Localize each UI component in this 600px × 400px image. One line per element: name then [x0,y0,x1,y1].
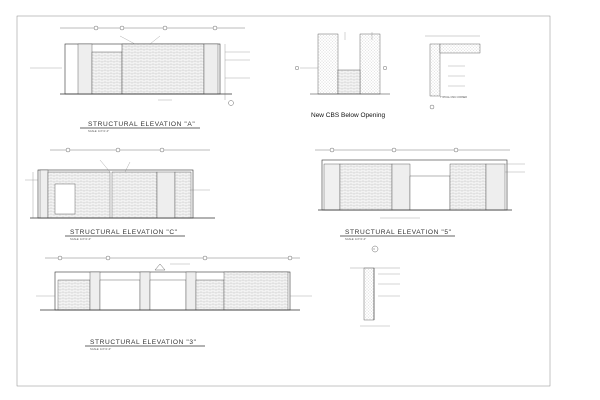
elevation-a-scale: SCALE: 1/4"=1'-0" [88,130,110,133]
cbs-detail-title: New CBS Below Opening [311,112,386,119]
cbs-detail-drawing [295,32,390,94]
elevation-5-scale: SCALE: 1/4"=1'-0" [345,238,367,241]
elevation-c-drawing [25,148,215,218]
elevation-3-title: STRUCTURAL ELEVATION "3" [90,339,197,346]
section-detail-drawing [350,246,400,326]
section-marker-label: 3 [373,248,375,251]
elevation-5-title: STRUCTURAL ELEVATION "5" [345,229,452,236]
elevation-3-scale: SCALE: 1/4"=1'-0" [90,348,112,351]
elevation-c-title: STRUCTURAL ELEVATION "C" [70,229,178,236]
cmu-corner-title: TYPICAL CMU CORNER [440,96,468,99]
elevation-5-drawing [315,148,525,218]
elevation-a-drawing [30,26,250,106]
elevation-a-title: STRUCTURAL ELEVATION "A" [88,121,196,128]
elevation-3-drawing [36,256,312,310]
elevation-c-scale: SCALE: 1/4"=1'-0" [70,238,92,241]
